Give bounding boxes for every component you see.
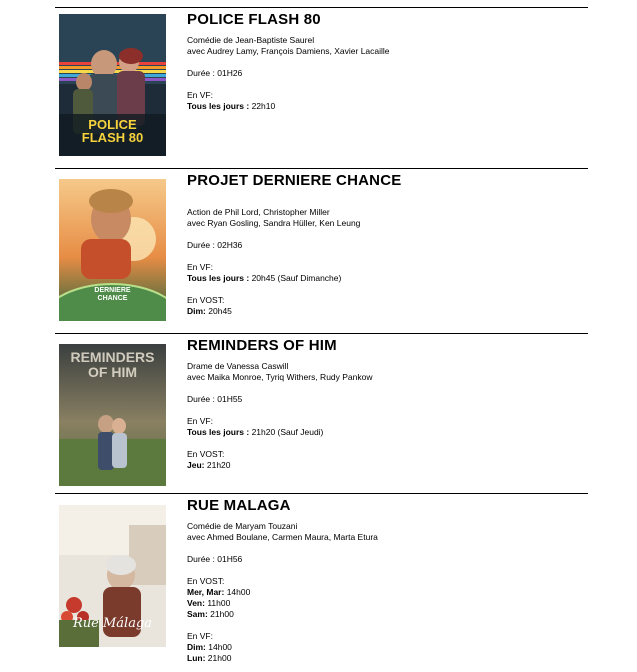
showtime-times: 14h00 [226,587,251,597]
version-label: En VF: [187,416,213,426]
showtime-row [187,427,587,438]
film-entry [55,493,588,672]
film-cast: avec Ahmed Boulane, Carmen Maura, Marta Etura [187,532,378,542]
film-duration: Durée : 01H55 [187,394,243,404]
film-title: RUE MALAGA [187,497,291,514]
showtime-days: Tous les jours : [187,101,250,111]
showtime-days: Jeu: [187,460,205,470]
showtime-times: 20h45 [208,306,232,316]
film-entry [55,168,588,333]
version-label: En VOST: [187,295,225,305]
film-cast: avec Ryan Gosling, Sandra Hüller, Ken Leung [187,218,361,228]
showtime-days: Tous les jours : [187,273,250,283]
showtime-times: 21h00 [207,653,232,663]
film-poster [59,14,166,156]
film-cast: avec Audrey Lamy, François Damiens, Xavier Lacaille [187,46,390,56]
showtime-row [187,306,587,317]
film-cast: avec Maika Monroe, Tyriq Withers, Rudy Pankow [187,372,373,382]
film-info [187,11,587,112]
showtime-times: 20h45 (Sauf Dimanche) [251,273,342,283]
film-duration: Durée : 01H26 [187,68,243,78]
film-entry [55,7,588,168]
poster-title-text: Rue Málaga [72,616,153,631]
version-label: En VF: [187,262,213,272]
showtime-row [187,587,587,598]
film-genre: Drame de Vanessa Caswill [187,361,289,371]
film-title: PROJET DERNIERE CHANCE [187,172,402,189]
showtime-times: 22h10 [251,101,276,111]
film-title: REMINDERS OF HIM [187,337,337,354]
film-duration: Durée : 02H36 [187,240,243,250]
film-entry [55,333,588,493]
poster-title-text: DERNIERE CHANCE [94,287,131,302]
film-duration: Durée : 01H56 [187,554,243,564]
version-label: En VF: [187,90,213,100]
film-title: POLICE FLASH 80 [187,11,321,28]
showtime-row [187,598,587,609]
film-info [187,337,587,471]
showtime-times: 14h00 [208,642,232,652]
film-info [187,497,587,664]
version-label: En VF: [187,631,213,641]
poster-title-text: POLICE FLASH 80 [81,117,144,145]
showtime-times: 21h00 [210,609,234,619]
film-genre: Comédie de Maryam Touzani [187,521,298,531]
film-poster [59,505,166,647]
showtime-days: Mer, Mar: [187,587,225,597]
version-label: En VOST: [187,576,225,586]
film-info [187,172,587,317]
showtime-times: 11h00 [207,598,231,608]
film-poster [59,179,166,321]
film-genre: Action de Phil Lord, Christopher Miller [187,207,330,217]
showtime-times: 21h20 [206,460,231,470]
showtime-days: Ven: [187,598,205,608]
film-genre: Comédie de Jean-Baptiste Saurel [187,35,315,45]
poster-title-text: REMINDERS OF HIM [70,349,155,380]
showtime-days: Tous les jours : [187,427,250,437]
film-poster [59,344,166,486]
showtime-days: Sam: [187,609,208,619]
version-label: En VOST: [187,449,225,459]
showtime-row [187,653,587,664]
showtime-row [187,609,587,620]
showtime-days: Dim: [187,306,206,316]
showtime-times: 21h20 (Sauf Jeudi) [251,427,324,437]
showtime-row [187,460,587,471]
showtime-days: Dim: [187,642,206,652]
showtime-row [187,642,587,653]
showtime-row [187,273,587,284]
showtime-days: Lun: [187,653,206,663]
showtime-row [187,101,587,112]
